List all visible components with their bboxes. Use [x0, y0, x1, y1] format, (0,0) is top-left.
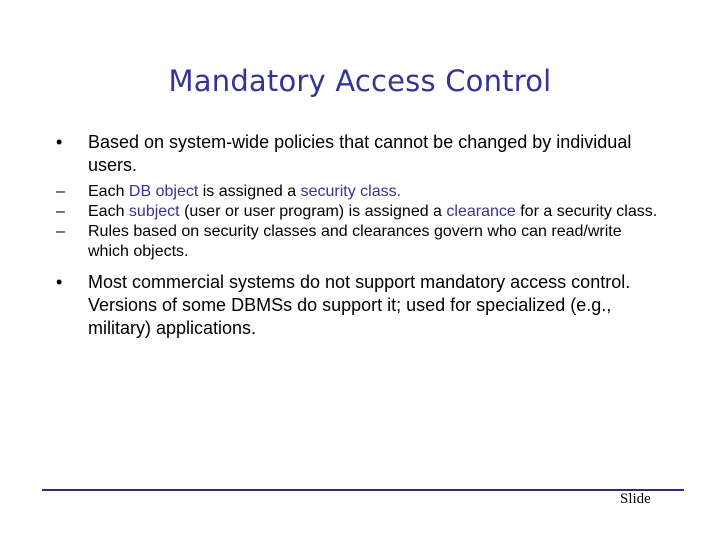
sub-bullet-list — [56, 182, 666, 262]
sub-text: Each — [88, 183, 129, 200]
sub-bullet-item — [56, 202, 666, 222]
highlight-term: security class — [300, 183, 397, 200]
highlight-term: subject — [128, 203, 180, 220]
footer-divider — [42, 489, 684, 491]
sub-text: for a security class. — [515, 203, 658, 220]
sub-text: Each — [88, 203, 129, 220]
highlight-term: DB object — [128, 183, 199, 200]
slide-body — [56, 131, 666, 340]
dash-marker: – — [56, 183, 65, 200]
sub-text: (user or user program) is assigned a — [179, 203, 447, 220]
bullet-item — [56, 131, 666, 177]
slide-title: Mandatory Access Control — [168, 64, 552, 98]
bullet-text: Based on system-wide policies that cannot be changed by individual users. — [88, 132, 632, 175]
bullet-marker: • — [56, 272, 63, 292]
footer-label: Slide — [620, 491, 651, 507]
sub-text: Rules based on security classes and clearances govern who can read/write which objects. — [88, 223, 622, 260]
sub-bullet-item — [56, 222, 666, 262]
sub-text: is assigned a — [198, 183, 301, 200]
bullet-item — [56, 271, 666, 340]
sub-text: . — [396, 183, 402, 200]
bullet-marker: • — [56, 132, 63, 152]
dash-marker: – — [56, 223, 65, 240]
sub-bullet-item — [56, 182, 666, 202]
highlight-term: clearance — [446, 203, 516, 220]
dash-marker: – — [56, 203, 65, 220]
bullet-text: Most commercial systems do not support mandatory access control. Versions of some DBMSs do support it; used for specialized (e.g., military) applications. — [88, 272, 631, 338]
